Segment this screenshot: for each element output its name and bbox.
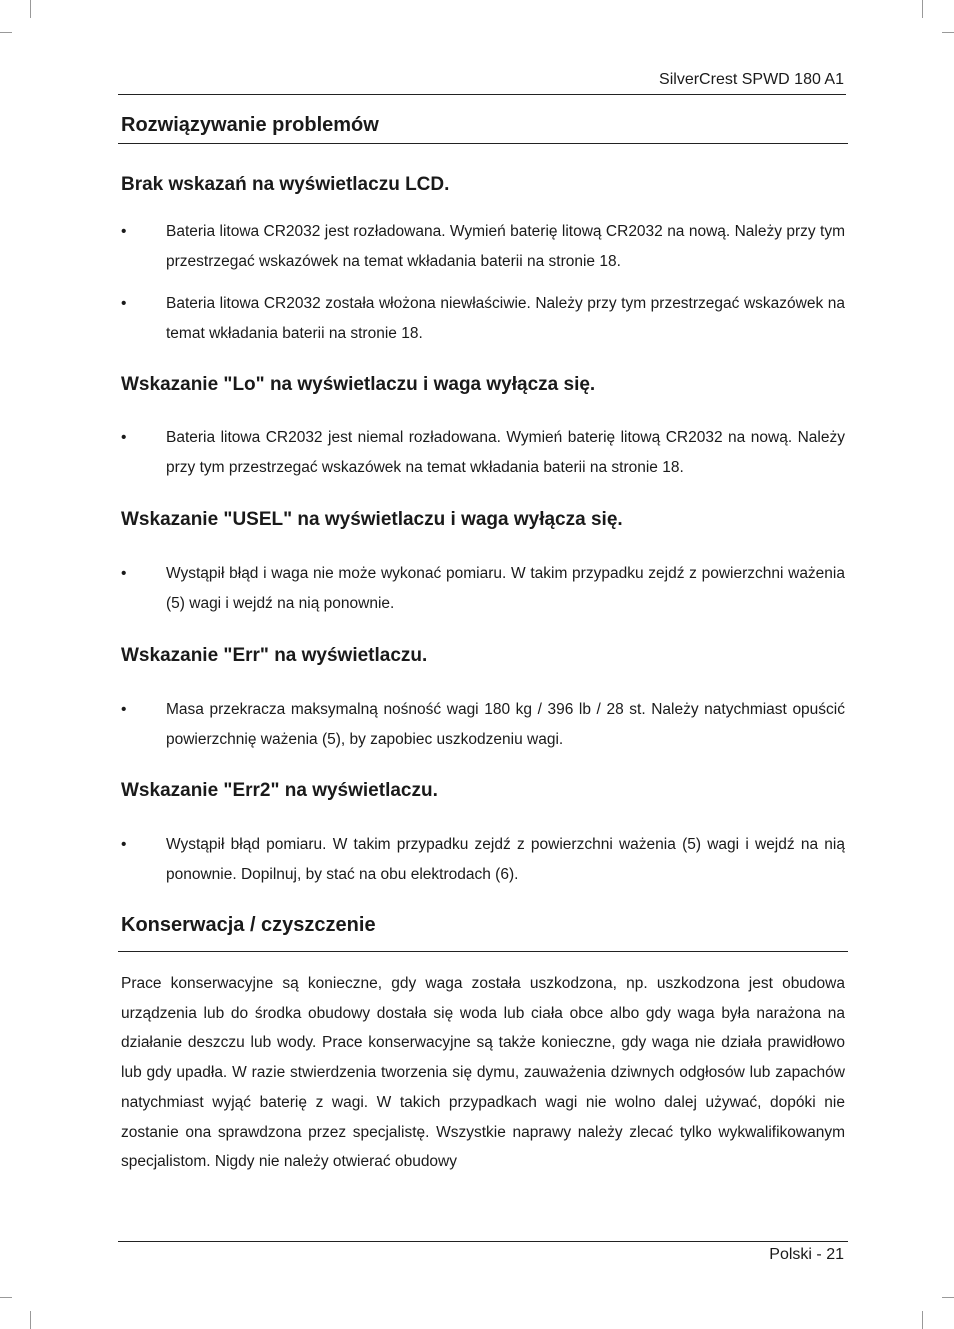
list-item-text: Masa przekracza maksymalną nośność wagi 180 kg / 396 lb / 28 st. Należy natychmiast opuścić powierzchnię ważenia (5), by zapobiec uszkodzeniu wagi. bbox=[166, 701, 845, 748]
crop-mark bbox=[922, 1311, 923, 1329]
list-item-text: Bateria litowa CR2032 jest rozładowana. Wymień baterię litową CR2032 na nową. Należy przy tym przestrzegać wskazówek na temat wkładania baterii na stronie 18. bbox=[166, 223, 845, 270]
page-number: Polski - 21 bbox=[769, 1246, 844, 1263]
heading-err: Wskazanie "Err" na wyświetlaczu. bbox=[121, 645, 428, 666]
heading-usel: Wskazanie "USEL" na wyświetlaczu i waga wyłącza się. bbox=[121, 509, 623, 530]
list-item-text: Wystąpił błąd i waga nie może wykonać pomiaru. W takim przypadku zejdź z powierzchni ważenia (5) wagi i wejdź na nią ponownie. bbox=[166, 565, 845, 612]
list-item-text: Wystąpił błąd pomiaru. W takim przypadku zejdź z powierzchni ważenia (5) wagi i wejdź na nią ponownie. Dopilnuj, by stać na obu elektrodach (6). bbox=[166, 836, 845, 883]
bullet-icon: • bbox=[121, 836, 127, 853]
crop-mark bbox=[942, 32, 954, 33]
crop-mark bbox=[942, 1297, 954, 1298]
footer-rule bbox=[118, 1241, 848, 1242]
list-item bbox=[121, 217, 845, 277]
list-item bbox=[121, 695, 845, 755]
crop-mark bbox=[922, 0, 923, 18]
bullet-icon: • bbox=[121, 429, 127, 446]
bullet-icon: • bbox=[121, 223, 127, 240]
list-item bbox=[121, 289, 845, 349]
section-rule bbox=[118, 143, 848, 144]
crop-mark bbox=[0, 32, 12, 33]
maintenance-paragraph: Prace konserwacyjne są konieczne, gdy waga została uszkodzona, np. uszkodzona jest obudowa urządzenia lub do środka obudowy dostała się woda lub ciała obce albo gdy waga była narażona na działanie deszczu lub wody. Prace konserwacyjne są także konieczne, gdy waga nie działa prawidłowo lub gdy upadła. W razie stwierdzenia tworzenia się dymu, zauważenia dziwnych odgłosów lub zapachów natychmiast wyjąć baterię z wagi. W takich przypadkach wagi nie wolno dalej używać, dopóki nie zostanie ona sprawdzona przez specjalistę. Wszystkie naprawy należy zlecać tylko wykwalifikowanym specjalistom. Nigdy nie należy otwierać obudowy bbox=[121, 975, 845, 1171]
heading-no-display: Brak wskazań na wyświetlaczu LCD. bbox=[121, 174, 450, 195]
list-item bbox=[121, 830, 845, 890]
bullet-icon: • bbox=[121, 295, 127, 312]
bullet-icon: • bbox=[121, 565, 127, 582]
section-title-troubleshooting: Rozwiązywanie problemów bbox=[121, 114, 379, 136]
list-item bbox=[121, 559, 845, 619]
list-item-text: Bateria litowa CR2032 została włożona niewłaściwie. Należy przy tym przestrzegać wskazówek na temat wkładania baterii na stronie 18. bbox=[166, 295, 845, 342]
heading-lo: Wskazanie "Lo" na wyświetlaczu i waga wyłącza się. bbox=[121, 374, 596, 395]
section-title-maintenance: Konserwacja / czyszczenie bbox=[121, 914, 376, 936]
section-rule bbox=[118, 951, 848, 952]
crop-mark bbox=[30, 0, 31, 18]
header-rule bbox=[118, 94, 846, 95]
heading-err2: Wskazanie "Err2" na wyświetlaczu. bbox=[121, 780, 438, 801]
running-header: SilverCrest SPWD 180 A1 bbox=[659, 71, 844, 88]
crop-mark bbox=[30, 1311, 31, 1329]
list-item-text: Bateria litowa CR2032 jest niemal rozładowana. Wymień baterię litową CR2032 na nową. Należy przy tym przestrzegać wskazówek na temat wkładania baterii na stronie 18. bbox=[166, 429, 845, 476]
list-item bbox=[121, 423, 845, 483]
crop-mark bbox=[0, 1297, 12, 1298]
bullet-icon: • bbox=[121, 701, 127, 718]
